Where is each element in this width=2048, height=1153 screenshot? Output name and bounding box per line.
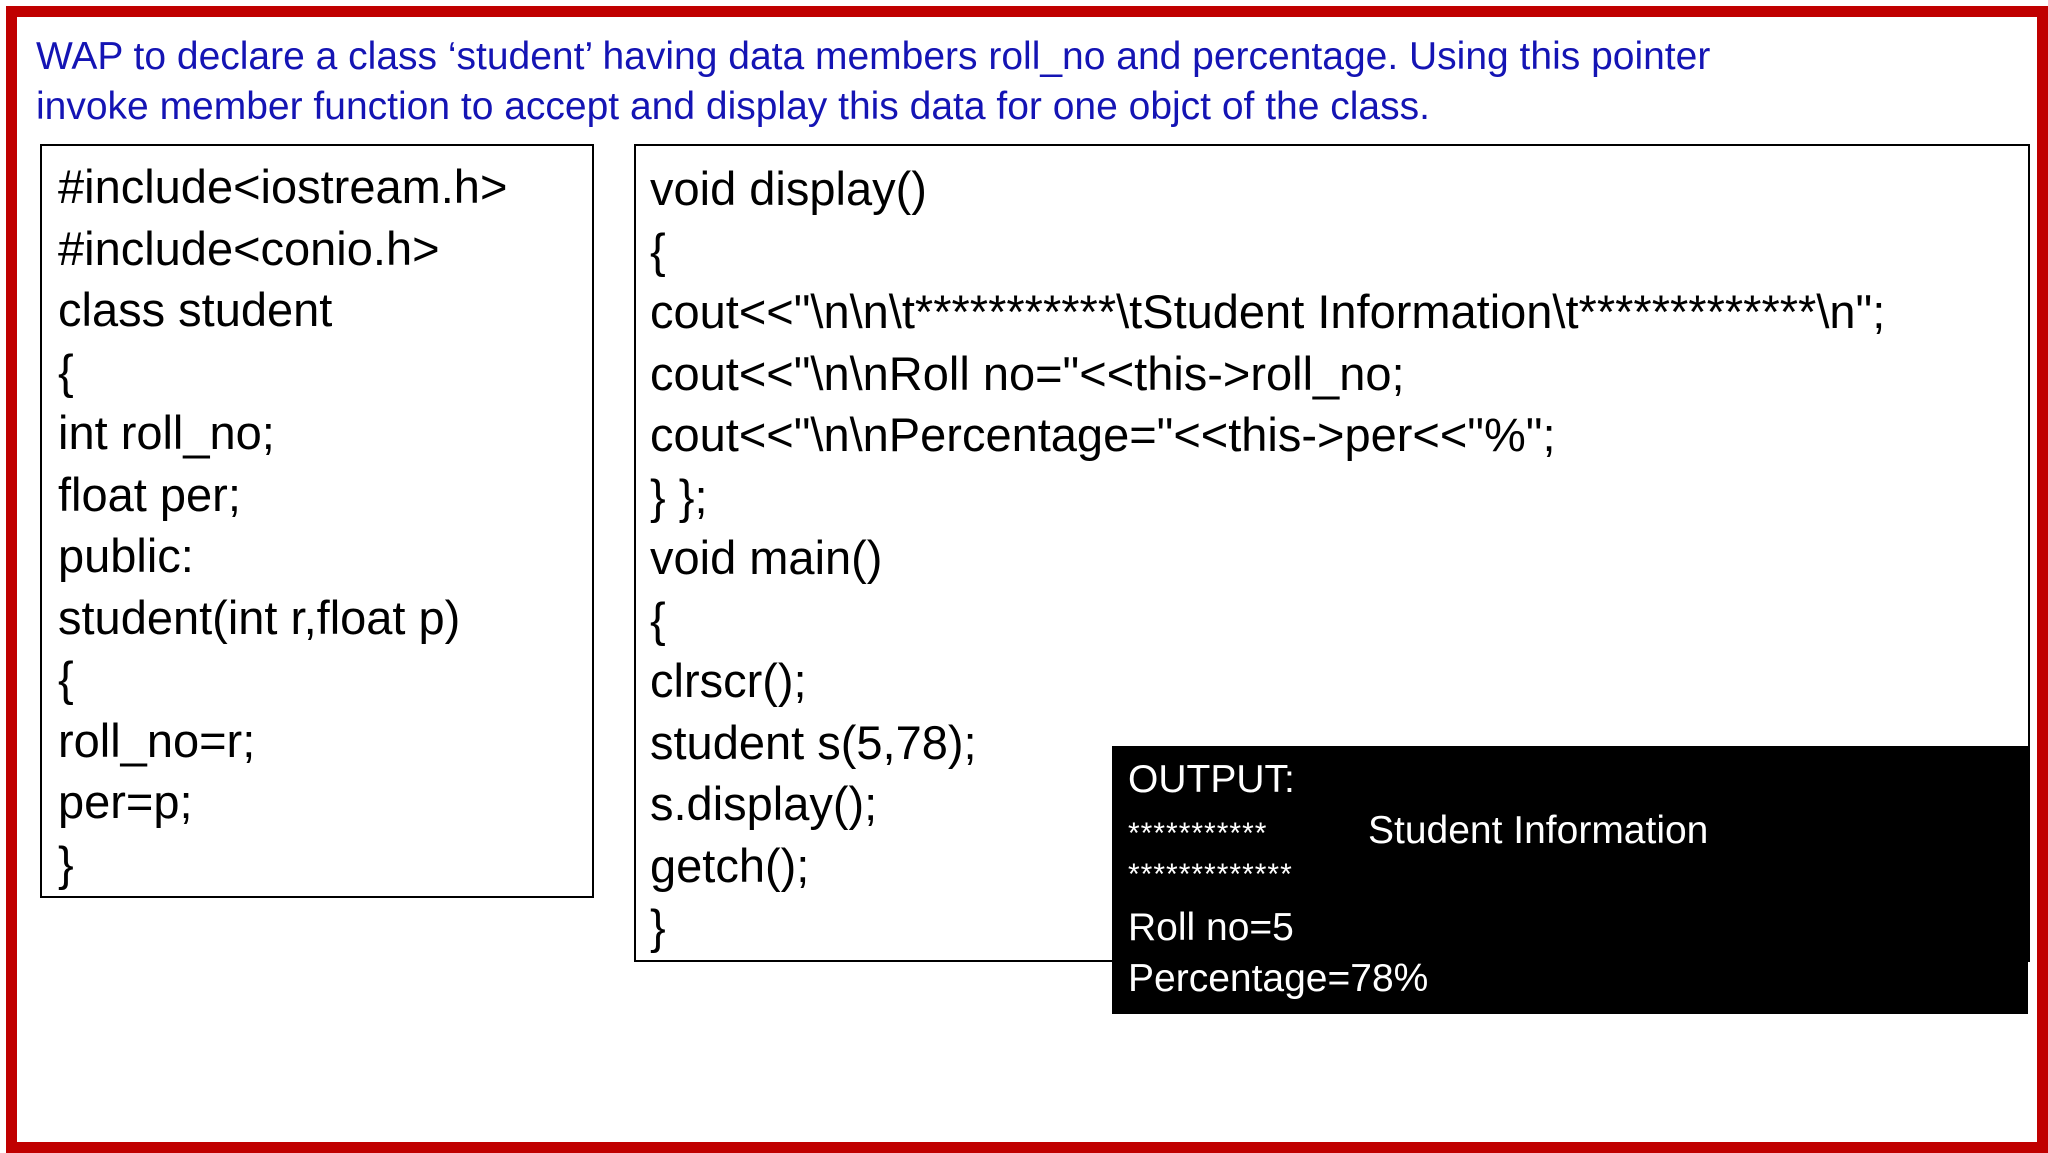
code-line: student(int r,float p)	[58, 590, 461, 644]
question-text	[36, 32, 1976, 132]
output-stars-right: *************	[1128, 858, 1293, 891]
output-title-row	[1128, 805, 2028, 856]
code-line: public:	[58, 529, 194, 582]
question-line-1: WAP to declare a class ‘student’ having data members roll_no and percentage. Using this pointer	[36, 35, 1711, 78]
code-line: s.display();	[650, 777, 878, 830]
class-definition-code-box	[40, 144, 594, 898]
code-line: roll_no=r;	[58, 713, 256, 767]
code-line: #include<iostream.h>	[58, 160, 508, 213]
output-percentage-line: Percentage=78%	[1128, 957, 1429, 1000]
code-line: {	[650, 223, 666, 277]
code-line: }	[650, 900, 666, 953]
output-info-title: Student Information	[1368, 809, 1709, 852]
code-line: {	[58, 652, 74, 705]
code-line: }	[58, 836, 74, 890]
code-line: cout<<"\n\nPercentage="<<this->per<<"%";	[650, 408, 1556, 461]
output-roll-line: Roll no=5	[1128, 906, 1294, 949]
code-line: } };	[650, 469, 708, 523]
output-heading: OUTPUT:	[1128, 758, 1295, 801]
code-line: void main()	[650, 531, 883, 584]
code-line: class student	[58, 283, 333, 336]
code-line: student s(5,78);	[650, 715, 977, 769]
code-line: clrscr();	[650, 654, 807, 707]
code-line: float per;	[58, 467, 241, 521]
code-line: void display()	[650, 162, 927, 215]
question-line-2: invoke member function to accept and display this data for one objct of the class.	[36, 85, 1430, 128]
code-line: {	[58, 344, 74, 398]
code-line: getch();	[650, 838, 810, 892]
program-output-box	[1112, 746, 2028, 1014]
code-line: #include<conio.h>	[58, 221, 440, 275]
code-line: int roll_no;	[58, 406, 275, 459]
code-line: per=p;	[58, 775, 193, 828]
code-line: cout<<"\n\nRoll no="<<this->roll_no;	[650, 346, 1405, 400]
output-stars-left: ***********	[1128, 817, 1268, 850]
code-line: {	[650, 592, 666, 646]
code-line: cout<<"\n\n\t***********\tStudent Information\t*************\n";	[650, 285, 1886, 338]
